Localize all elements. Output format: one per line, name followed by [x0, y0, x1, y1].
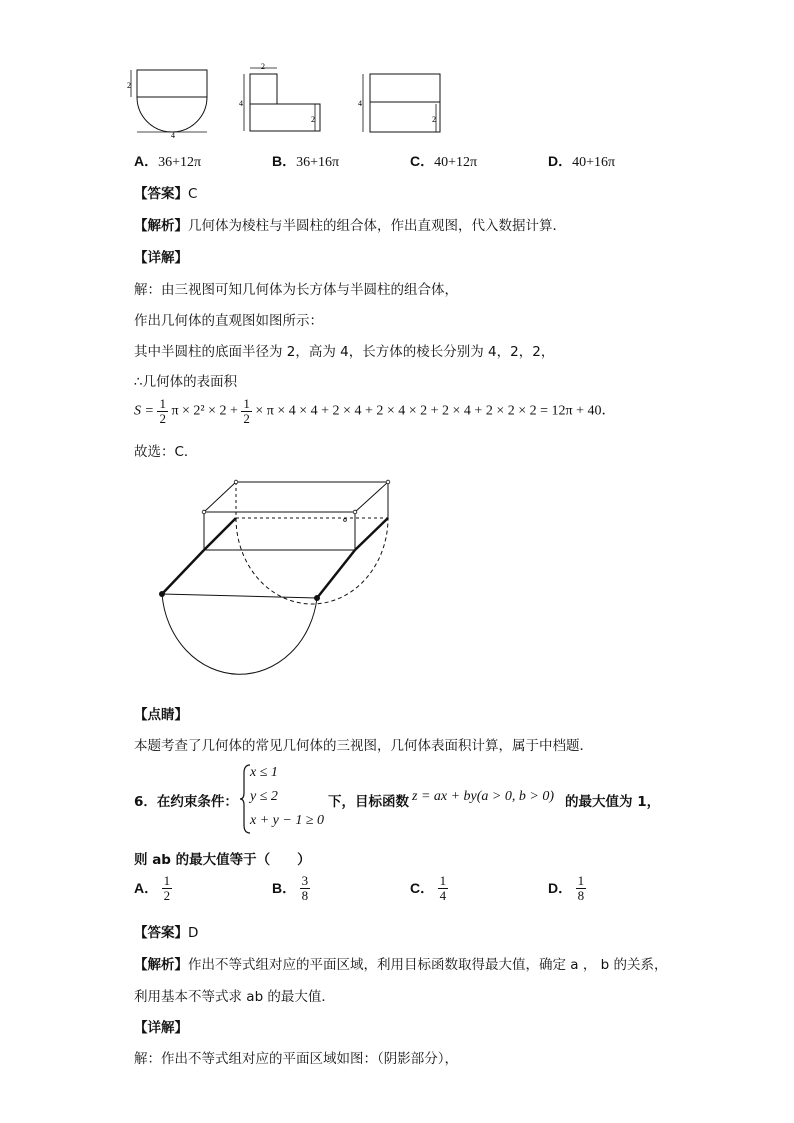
q6-option-a: A． $\frac{1}{2}$ — [134, 873, 171, 903]
top-view — [363, 74, 440, 132]
dim-side-height: 4 — [239, 99, 243, 108]
side-view — [244, 68, 320, 131]
dim-top-lower: 2 — [432, 115, 436, 124]
constraint-1: x ≤ 1 — [250, 765, 278, 780]
solid-figure — [150, 470, 400, 690]
fraction: $\frac{1}{2}$ — [243, 396, 250, 426]
q6-option-c: C． $\frac{1}{4}$ — [410, 873, 447, 903]
q6-stem-line2: 则 ab 的最大值等于（ ） — [134, 852, 311, 868]
q6-option-d: D． $\frac{1}{8}$ — [548, 873, 585, 903]
q5-detail-line: 作出几何体的直观图如图所示： — [134, 313, 323, 329]
q5-option-b: B．36+16π — [272, 153, 340, 170]
dim-side-top: 2 — [261, 62, 265, 71]
q5-analysis: 【解析】几何体为棱柱与半圆柱的组合体，作出直观图，代入数据计算． — [134, 218, 566, 234]
q5-detail-line: 其中半圆柱的底面半径为 2，高为 4，长方体的棱长分别为 4，2，2， — [134, 344, 555, 360]
surface-area-formula: S = $\frac{1}{2}$ π × 2² × 2 + $\frac{1}{2}$ × π × 4 × 4 + 2 × 4 + 2 × 4 × 2 + 2 × 4 + 2 × 2 × 2 = 12π + 40． — [134, 396, 616, 426]
q6-detail-heading: 【详解】 — [134, 1020, 188, 1036]
objective-function: z = ax + by(a > 0, b > 0) — [412, 789, 554, 804]
q5-detail-line: ∴几何体的表面积 — [134, 374, 238, 390]
dim-side-lower: 2 — [311, 115, 315, 124]
q6-stem-suffix: 的最大值为 1， — [565, 794, 661, 810]
q6-option-b: B． $\frac{3}{8}$ — [272, 873, 309, 903]
q6-analysis: 【解析】作出不等式组对应的平面区域，利用目标函数取得最大值，确定 a ， b 的关系， — [134, 957, 668, 973]
dim-front-height: 2 — [127, 81, 131, 90]
q6-stem-mid: 下，目标函数 — [328, 794, 409, 810]
q6-answer: 【答案】D — [134, 925, 199, 941]
q5-option-d: D．40+16π — [548, 153, 616, 170]
q5-detail-line: 解：由三视图可知几何体为长方体与半圆柱的组合体， — [134, 282, 458, 298]
three-view-figure — [125, 62, 455, 142]
dim-front-width: 4 — [171, 131, 175, 140]
q5-answer: 【答案】C — [134, 186, 198, 202]
front-view — [131, 70, 207, 132]
constraint-3: x + y − 1 ≥ 0 — [250, 813, 325, 828]
q5-option-c: C．40+12π — [410, 153, 478, 170]
fraction: $\frac{1}{2}$ — [159, 396, 166, 426]
q5-conclusion: 故选：C． — [134, 444, 198, 460]
q6-analysis-line2: 利用基本不等式求 ab 的最大值． — [134, 989, 335, 1005]
constraint-2: y ≤ 2 — [250, 789, 278, 804]
q6-stem-prefix: 6．在约束条件： — [134, 794, 238, 810]
dim-top-height: 4 — [358, 99, 362, 108]
q5-remark-heading: 【点睛】 — [134, 707, 188, 723]
q6-detail-line: 解：作出不等式组对应的平面区域如图：（阴影部分）， — [134, 1051, 458, 1067]
q5-option-a: A．36+12π — [134, 153, 202, 170]
q5-detail-heading: 【详解】 — [134, 250, 188, 266]
q5-remark: 本题考查了几何体的常见几何体的三视图，几何体表面积计算，属于中档题． — [134, 738, 593, 754]
